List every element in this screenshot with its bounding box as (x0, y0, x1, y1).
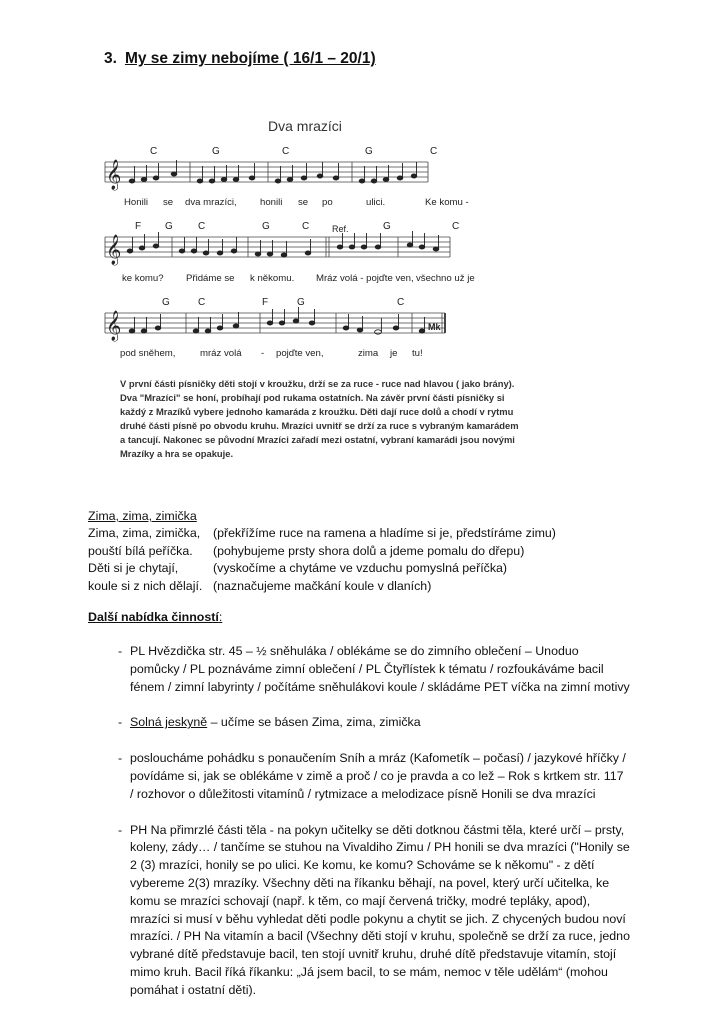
poem-verse: pouští bílá peříčka. (88, 543, 193, 558)
lyric: dva mrazíci, (185, 197, 237, 208)
chord: G (383, 221, 391, 232)
lyric: mráz volá (200, 348, 242, 359)
lyric: ulici. (366, 197, 386, 208)
poem-verse: Děti si je chytají, (88, 561, 179, 576)
chord: C (430, 146, 438, 157)
chord: F (135, 221, 142, 232)
chord: C (150, 146, 158, 157)
lyric: pojďte ven, (276, 348, 324, 359)
staff-2 (105, 221, 475, 284)
lyric: je (390, 348, 398, 359)
signature: Mk (428, 322, 441, 332)
notes-staff-3 (129, 307, 425, 334)
chord: G (165, 221, 173, 232)
activities-list (88, 643, 648, 1018)
lyric: všechno už je (416, 273, 475, 284)
activity-text: PL Hvězdička str. 45 – ½ sněhuláka / oblékáme se do zimního oblečení – Unoduo pomůcky / PL poznáváme zimní oblečení / PL Čtyřlístek k tématu / rozfoukáváme bacil fénem / zimní labyrinty / počítáme sněhulákovi koule / skládáme PET víčka na zimní motivy (130, 644, 630, 694)
list-item (88, 750, 648, 803)
activity-text: PH Na přimrzlé části těla - na pokyn učitelky se děti dotknou částmi těla, které určí – prsty, koleny, zády… / tančíme se stuhou na Vivaldiho Zimu / PH honili se dva mrazíci ("Honily se 2 (3) mrazíci, honily se po ulici. Ke komu, ke komu? Schováme se k někomu" - z dětí vybereme 2(3) mrazíky. Všechny děti na říkanku běhají, na povel, který určí učitelka, ke komu se mrazíci schovají (např. k těm, co mají červená tričky, modré tepláky, apod), mrazíci si musí v běhu vyhledat děti podle pokynu a chytit se jich. Z chycených budou noví mrazíci. / PH Na vitamín a bacil (Všechny děti stojí v kruhu, společně se drží za ruce, jedno vybrané dítě představuje bacil, ten stojí uvnitř kruhu, druhé dítě představuje vitamín, stojí mimo kruh. Bacil říká říkanku: „Já jsem bacil, to se mám, nemoc v těle udělám“ (mohou pomáhat i ostatní děti). (130, 822, 630, 997)
lyric: Přidáme se (186, 273, 235, 284)
song-description: V první části písničky děti stojí v kroužku, drží se za ruce - ruce nad hlavou ( jako brány). Dva "Mrazíci" se honí, probíhají pod rukama ostatních. Na závěr první části písničky si každý z Mrazíků vybere jednoho kamaráda z kroužku. Děti dají ruce dolů a chodí v rytmu druhé části písně po obvodu kruhu. Mrazíci uvnitř se drží za ruce s vybraným kamarádem a tancují. Nakonec se původní Mrazíci zařadí mezi ostatní, vybraní kamarádi jsou novými Mrazíky a hra se opakuje. (120, 378, 519, 459)
activity-lead: Solná jeskyně (130, 715, 208, 730)
chords-staff-3 (162, 297, 404, 308)
poem-line (88, 578, 556, 595)
staff-3 (105, 297, 445, 359)
page-title (104, 50, 376, 68)
poem-action: (překřížíme ruce na ramena a hladíme si je, předstíráme zimu) (213, 526, 556, 541)
lyric: Honili (124, 197, 148, 208)
notes-staff-2 (127, 231, 439, 257)
bullet-dash: - (118, 644, 123, 658)
lyrics-staff-3 (120, 348, 423, 359)
chord: G (365, 146, 373, 157)
chords-staff-1 (150, 146, 437, 157)
staff-1 (105, 146, 469, 208)
activities-heading (88, 610, 222, 624)
poem-action: (pohybujeme prsty shora dolů a jdeme pomalu do dřepu) (213, 543, 525, 558)
poem-verse: koule si z nich dělají. (88, 578, 203, 593)
lyric: Mráz volá - pojďte ven, (316, 273, 414, 284)
refrain-label: Ref. (332, 224, 349, 234)
lyric: se (298, 197, 309, 208)
lyric: pod sněhem, (120, 348, 176, 359)
chord: C (302, 221, 310, 232)
chord: C (397, 297, 405, 308)
activities-heading-colon: : (218, 610, 223, 624)
lyric: po (322, 197, 333, 208)
list-item (88, 714, 648, 732)
treble-clef-icon: 𝄞 (106, 160, 122, 190)
treble-clef-icon: 𝄞 (106, 311, 122, 341)
chord: G (262, 221, 270, 232)
bullet-dash: - (118, 822, 123, 837)
poem-line (88, 525, 556, 542)
lyric: k někomu. (250, 273, 295, 284)
chord: G (212, 146, 220, 157)
sheet-music (100, 138, 475, 363)
poem (88, 508, 556, 595)
chord: C (452, 221, 460, 232)
lyric: se (163, 197, 174, 208)
bullet-dash: - (118, 751, 123, 766)
chord: G (297, 297, 305, 308)
poem-verse: Zima, zima, zimička, (88, 526, 201, 541)
lyric: ke komu? (122, 273, 164, 284)
section-title: My se zimy nebojíme ( 16/1 – 20/1) (124, 50, 376, 67)
chord: C (282, 146, 290, 157)
chords-staff-2 (135, 221, 459, 232)
poem-line (88, 543, 556, 560)
list-item (88, 643, 648, 696)
poem-line (88, 560, 556, 577)
activity-text: posloucháme pohádku s ponaučením Sníh a mráz (Kafometík – počasí) / jazykové hříčky / povídáme si, jak se oblékáme v zimě a proč / co je pravda a co lež – Rok s krtkem str. 117 / rozhovor o důležitosti vitamínů / rytmizace a melodizace písně Honili se dva mrazíci (130, 751, 626, 801)
activity-rest: – učíme se básen Zima, zima, zimička (207, 715, 421, 730)
list-item (88, 822, 648, 1000)
notes-staff-1 (129, 160, 417, 183)
section-number: 3. (104, 50, 117, 67)
lyric: - (261, 348, 265, 359)
bullet-dash: - (118, 715, 123, 730)
lyric: honili (260, 197, 283, 208)
lyric: zima (358, 348, 379, 359)
activities-heading-text: Další nabídka činností (88, 610, 219, 624)
treble-clef-icon: 𝄞 (106, 235, 122, 265)
poem-title: Zima, zima, zimička (88, 509, 197, 523)
lyric: Ke komu - (425, 197, 469, 208)
song-title: Dva mrazíci (268, 118, 342, 134)
chord: C (198, 221, 206, 232)
lyrics-staff-1 (124, 197, 469, 208)
poem-action: (vyskočíme a chytáme ve vzduchu pomyslná peříčka) (213, 561, 508, 576)
chord: F (262, 297, 269, 308)
lyrics-staff-2 (122, 273, 475, 284)
chord: C (198, 297, 206, 308)
poem-action: (naznačujeme mačkání koule v dlaních) (213, 578, 432, 593)
activity-text (130, 714, 630, 732)
lyric: tu! (412, 348, 423, 359)
chord: G (162, 297, 170, 308)
